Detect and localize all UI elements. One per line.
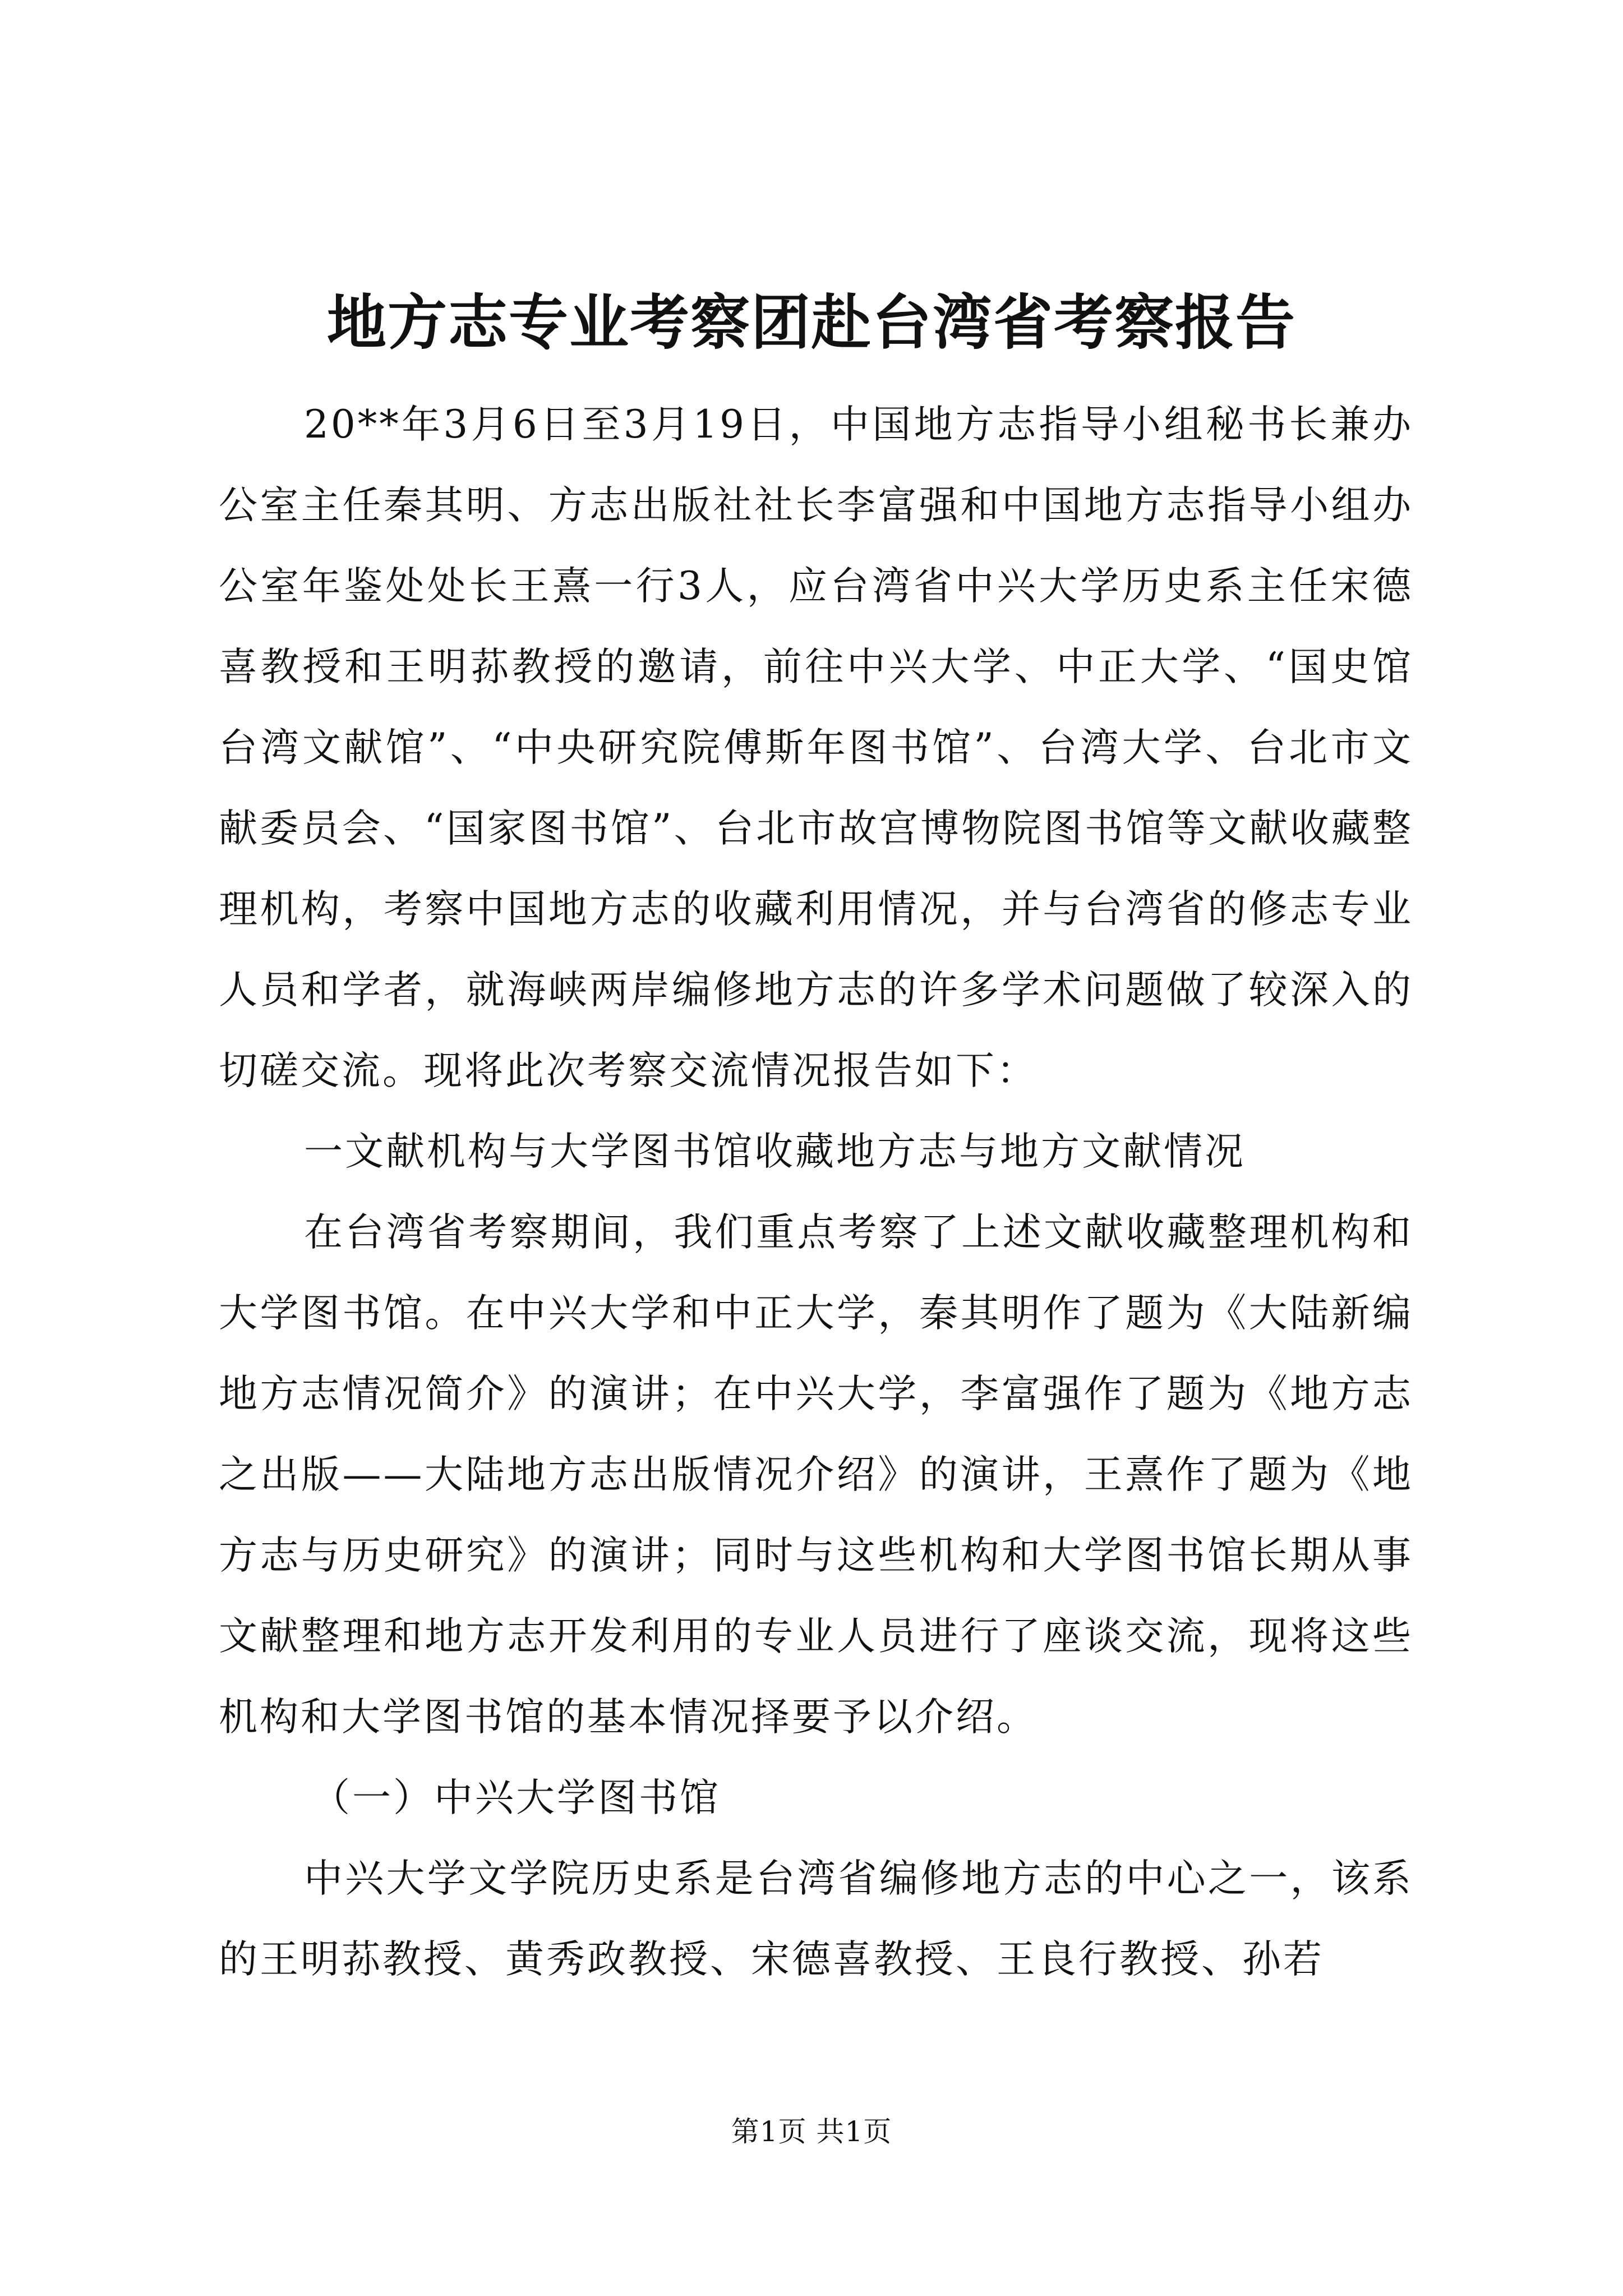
document-body (219, 384, 1413, 2000)
subsection-paragraph: 中兴大学文学院历史系是台湾省编修地方志的中心之一，该系的王明荪教授、黄秀政教授、宋德喜教授、王良行教授、孙若 (219, 1856, 1413, 1982)
section-paragraph: 在台湾省考察期间，我们重点考察了上述文献收藏整理机构和大学图书馆。在中兴大学和中正大学，秦其明作了题为《大陆新编地方志情况简介》的演讲；在中兴大学，李富强作了题为《地方志之出版——大陆地方志出版情况介绍》的演讲，王熹作了题为《地方志与历史研究》的演讲；同时与这些机构和大学图书馆长期从事文献整理和地方志开发利用的专业人员进行了座谈交流，现将这些机构和大学图书馆的基本情况择要予以介绍。 (219, 1210, 1413, 1740)
page-footer: 第1页 共1页 (731, 2115, 892, 2148)
document-title: 地方志专业考察团赴台湾省考察报告 (327, 287, 1296, 357)
intro-paragraph: 20**年3月6日至3月19日，中国地方志指导小组秘书长兼办公室主任秦其明、方志出版社社长李富强和中国地方志指导小组办公室年鉴处处长王熹一行3人，应台湾省中兴大学历史系主任宋德喜教授和王明荪教授的邀请，前往中兴大学、中正大学、“国史馆台湾文献馆”、“中央研究院傅斯年图书馆”、台湾大学、台北市文献委员会、“国家图书馆”、台北市故宫博物院图书馆等文献收藏整理机构，考察中国地方志的收藏利用情况，并与台湾省的修志专业人员和学者，就海峡两岸编修地方志的许多学术问题做了较深入的切磋交流。现将此次考察交流情况报告如下： (219, 402, 1413, 1093)
section-heading: 一文献机构与大学图书馆收藏地方志与地方文献情况 (304, 1129, 1246, 1174)
subsection-heading: （一）中兴大学图书馆 (311, 1775, 721, 1820)
